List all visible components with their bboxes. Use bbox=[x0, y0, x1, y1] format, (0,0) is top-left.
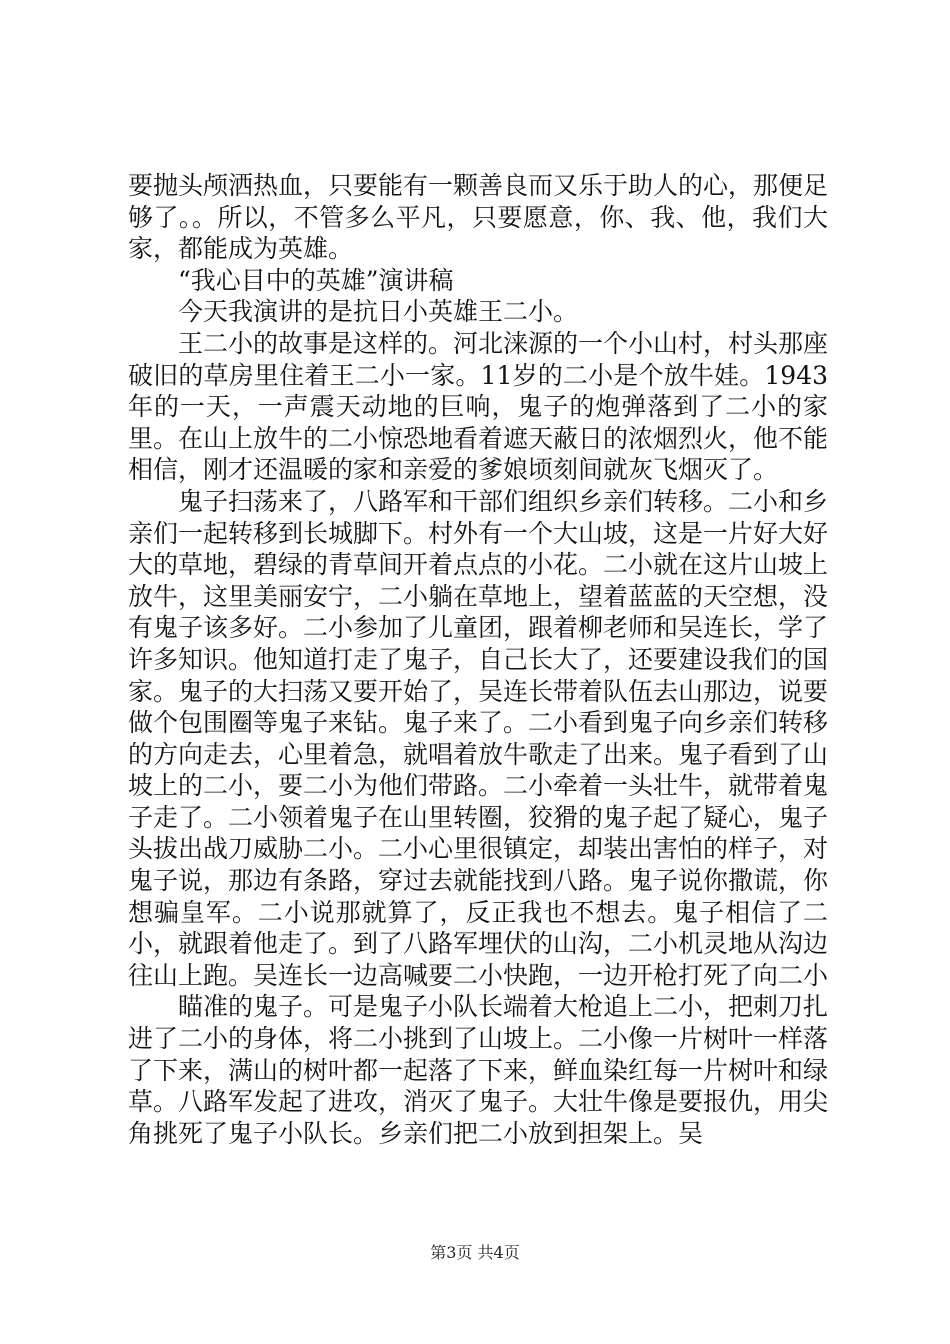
page-number-footer: 第3页 共4页 bbox=[430, 1243, 520, 1262]
paragraph-continuation: 要抛头颅洒热血，只要能有一颗善良而又乐于助人的心，那便足够了。。所以，不管多么平凡，只要愿意，你、我、他，我们大家，都能成为英雄。 bbox=[128, 171, 829, 264]
paragraph-story-3: 瞄准的鬼子。可是鬼子小队长端着大枪追上二小，把刺刀扎进了二小的身体，将二小挑到了山坡上。二小像一片树叶一样落了下来，满山的树叶都一起落了下来，鲜血染红每一片树叶和绿草。八路军发起了进攻，消灭了鬼子。大壮牛像是要报仇，用尖角挑死了鬼子小队长。乡亲们把二小放到担架上。吴 bbox=[128, 992, 829, 1148]
paragraph-intro: 今天我演讲的是抗日小英雄王二小。 bbox=[178, 297, 579, 327]
body-text bbox=[128, 170, 828, 1149]
speech-title: “我心目中的英雄”演讲稿 bbox=[178, 265, 454, 295]
paragraph-story-1: 王二小的故事是这样的。河北涞源的一个小山村，村头那座破旧的草房里住着王二小一家。11岁的二小是个放牛娃。1943年的一天，一声震天动地的巨响，鬼子的炮弹落到了二小的家里。在山上放牛的二小惊恐地看着遮天蔽日的浓烟烈火，他不能相信，刚才还温暖的家和亲爱的爹娘顷刻间就灰飞烟灭了。 bbox=[128, 328, 829, 485]
paragraph-story-2: 鬼子扫荡来了，八路军和干部们组织乡亲们转移。二小和乡亲们一起转移到长城脚下。村外有一个大山坡，这是一片好大好大的草地，碧绿的青草间开着点点的小花。二小就在这片山坡上放牛，这里美丽安宁，二小躺在草地上，望着蓝蓝的天空想，没有鬼子该多好。二小参加了儿童团，跟着柳老师和吴连长，学了许多知识。他知道打走了鬼子，自己长大了，还要建设我们的国家。鬼子的大扫荡又要开始了，吴连长带着队伍去山那边，说要做个包围圈等鬼子来钻。鬼子来了。二小看到鬼子向乡亲们转移的方向走去，心里着急，就唱着放牛歌走了出来。鬼子看到了山坡上的二小，要二小为他们带路。二小牵着一头壮牛，就带着鬼子走了。二小领着鬼子在山里转圈，狡猾的鬼子起了疑心，鬼子头拔出战刀威胁二小。二小心里很镇定，却装出害怕的样子，对鬼子说，那边有条路，穿过去就能找到八路。鬼子说你撒谎，你想骗皇军。二小说那就算了，反正我也不想去。鬼子相信了二小，就跟着他走了。到了八路军埋伏的山沟，二小机灵地从沟边往山上跑。吴连长一边高喊要二小快跑，一边开枪打死了向二小 bbox=[128, 486, 829, 990]
